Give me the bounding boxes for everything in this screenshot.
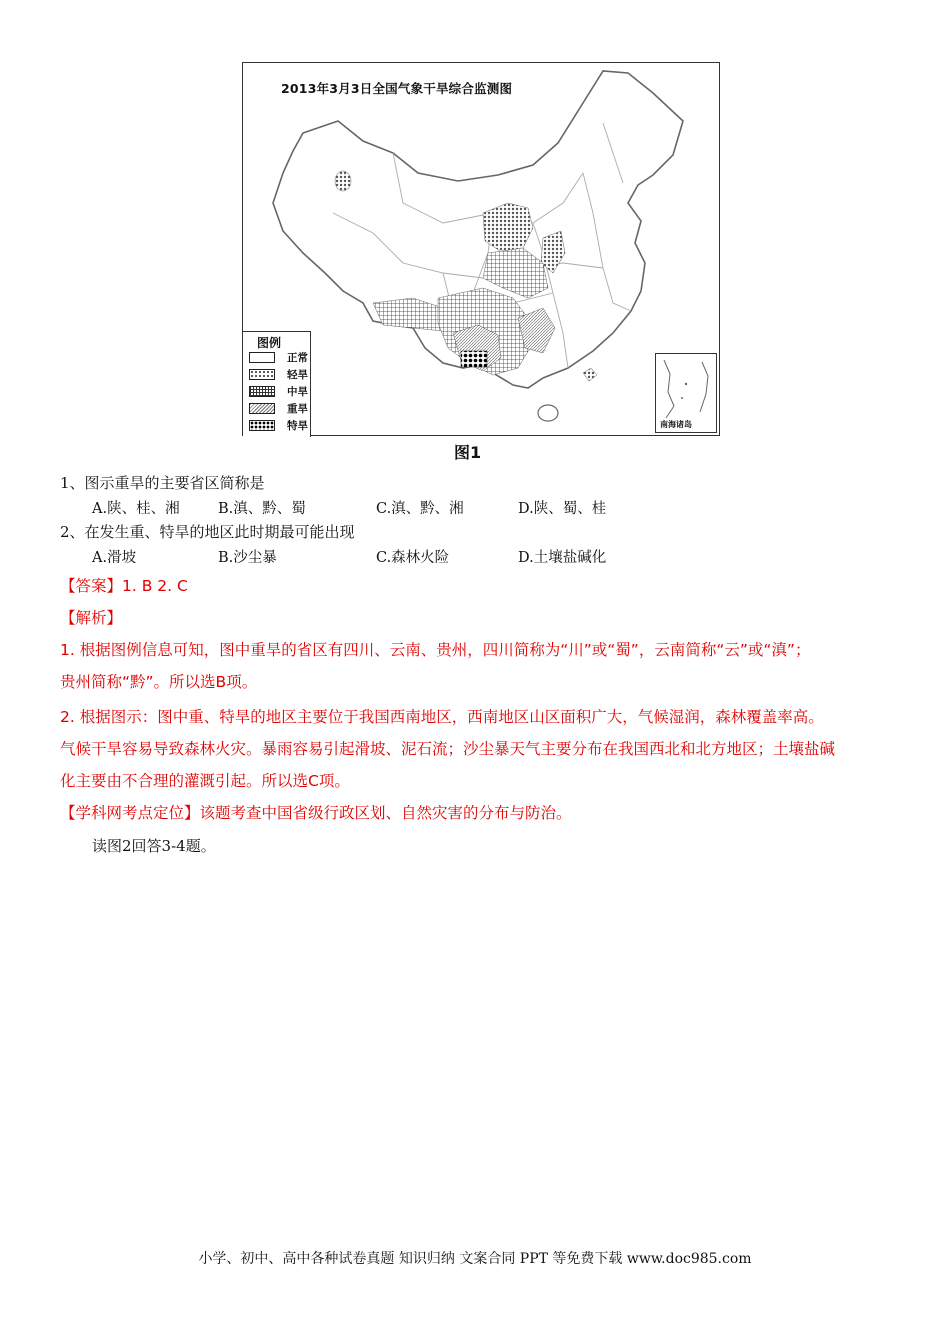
analysis-1-line-1: 1. 根据图例信息可知，图中重旱的省区有四川、云南、贵州，四川简称为“川”或“蜀”，云南简称“云”或“滇”； [60,641,811,659]
legend-item-heavy [249,402,308,415]
q1-option-a: A.陕、桂、湘 [92,501,180,517]
legend-label: 轻旱 [287,369,308,381]
south-china-sea-inset [655,353,717,433]
legend-label: 正常 [287,352,308,364]
question-2-stem: 2、在发生重、特旱的地区此时期最可能出现 [60,523,355,541]
q1-option-c: C.滇、黔、湘 [376,501,464,517]
legend-title: 图例 [257,336,282,350]
legend-item-light [249,368,308,381]
light-drought-swatch-icon [249,369,275,380]
legend-label: 特旱 [287,420,308,432]
china-map-outline [243,63,721,437]
figure-caption: 图1 [454,443,482,462]
q2-option-d: D.土壤盐碱化 [518,550,607,566]
analysis-2-line-1: 2. 根据图示：图中重、特旱的地区主要位于我国西南地区，西南地区山区面积广大，气候湿润，森林覆盖率高。 [60,708,824,726]
drought-map-figure [242,62,720,436]
map-legend [243,331,311,437]
legend-item-mid [249,385,308,398]
legend-item-extreme [249,419,308,432]
next-instruction: 读图2回答3-4题。 [92,837,216,855]
q1-option-b: B.滇、黔、蜀 [218,501,306,517]
map-title: 2013年3月3日全国气象干旱综合监测图 [281,81,513,96]
heavy-drought-swatch-icon [249,403,275,414]
legend-label: 中旱 [287,386,308,398]
page-footer: 小学、初中、高中各种试卷真题 知识归纳 文案合同 PPT 等免费下载 www.doc985.com [198,1251,752,1267]
question-1-stem: 1、图示重旱的主要省区简称是 [60,474,265,492]
analysis-2-line-2: 气候干旱容易导致森林火灾。暴雨容易引起滑坡、泥石流；沙尘暴天气主要分布在我国西北和北方地区；土壤盐碱 [60,740,836,758]
kaodian-line: 【学科网考点定位】该题考查中国省级行政区划、自然灾害的分布与防治。 [60,804,572,822]
analysis-2-line-3: 化主要由不合理的灌溉引起。所以选C项。 [60,772,350,790]
analysis-1-line-2: 贵州简称“黔”。所以选B项。 [60,673,258,691]
mid-drought-swatch-icon [249,386,275,397]
normal-swatch-icon [249,352,275,363]
q2-option-b: B.沙尘暴 [218,550,277,566]
q1-option-d: D.陕、蜀、桂 [518,501,607,517]
inset-label: 南海诸岛 [660,420,692,429]
extreme-drought-swatch-icon [249,420,275,431]
q2-option-c: C.森林火险 [376,550,450,566]
legend-label: 重旱 [287,403,308,415]
q2-option-a: A.滑坡 [92,550,137,566]
analysis-title: 【解析】 [60,609,123,627]
legend-item-normal [249,351,308,364]
answer-line: 【答案】1. B 2. C [60,577,188,595]
